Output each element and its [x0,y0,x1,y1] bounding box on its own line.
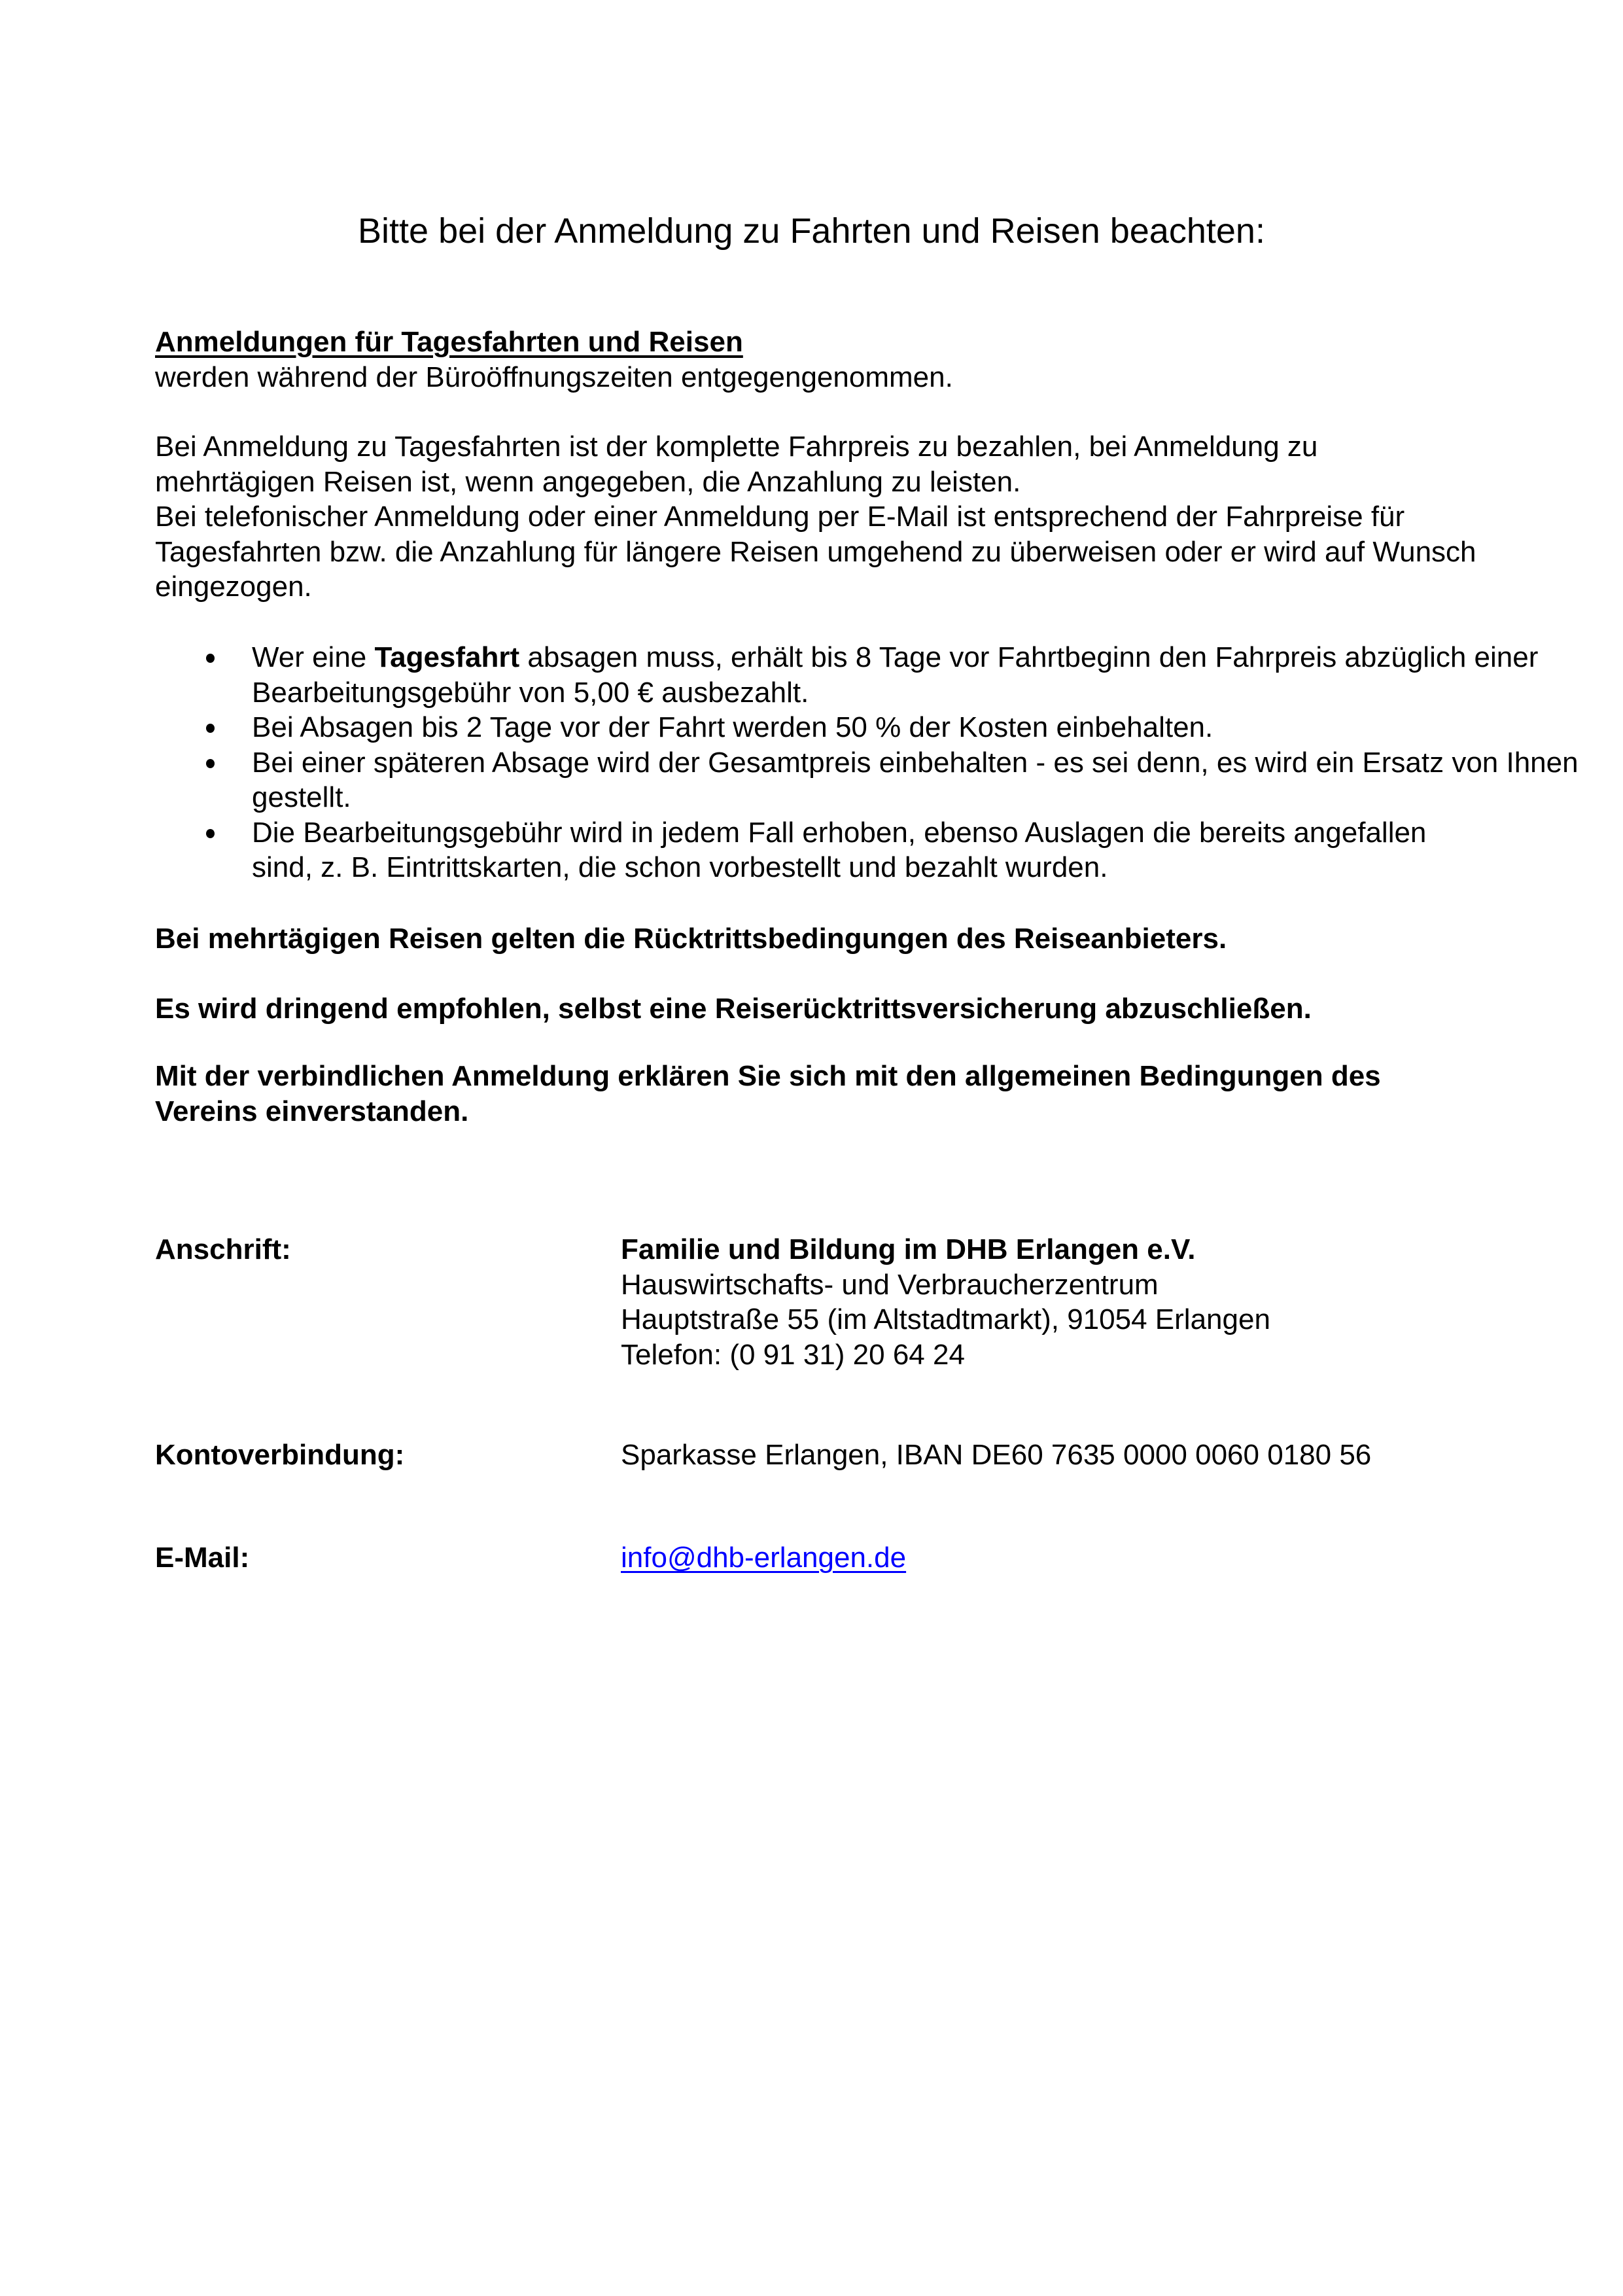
cancellation-rule [155,640,1554,710]
address-label: Anschrift: [155,1233,291,1265]
rule-text: absagen muss, erhält bis 8 Tage vor Fahrtbeginn den Fahrpreis abzüglich einer Bearbeitungsgebühr von 5,00 € ausbezahlt. [252,641,1539,709]
email-link[interactable]: info@dhb-erlangen.de [621,1542,907,1574]
cancellation-rules-list [155,640,1579,885]
address-line: Hauptstraße 55 (im Altstadtmarkt), 91054 Erlangen [621,1303,1270,1335]
rule-text: Bei einer späteren Absage wird der Gesamtpreis einbehalten - es sei denn, es wird ein Ersatz von Ihnen gestellt. [252,746,1579,813]
bullet-icon [206,759,215,768]
phone-line: Telefon: (0 91 31) 20 64 24 [621,1338,965,1371]
payment-section [155,429,1496,605]
registration-section [155,325,1503,395]
bullet-icon [206,829,215,838]
rule-emphasis: Tagesfahrt [374,641,520,673]
cancellation-rule [155,745,1586,815]
email-value [621,1540,1537,1576]
address-value [621,1232,1537,1372]
registration-subline: werden während der Büroöffnungszeiten entgegengenommen. [155,361,953,393]
organization-name: Familie und Bildung im DHB Erlangen e.V. [621,1233,1196,1265]
notice-insurance: Es wird dringend empfohlen, selbst eine Reiserücktrittsversicherung abzuschließen. [155,993,1312,1025]
rule-text: Wer eine [252,641,375,673]
address-line: Hauswirtschafts- und Verbraucherzentrum [621,1268,1159,1301]
rule-text: Die Bearbeitungsgebühr wird in jedem Fall erhoben, ebenso Auslagen die bereits angefallen sind, z. B. Eintrittskarten, die schon vorbestellt und bezahlt wurden. [252,816,1427,883]
bank-value: Sparkasse Erlangen, IBAN DE60 7635 0000 0060 0180 56 [621,1439,1372,1471]
registration-heading: Anmeldungen für Tagesfahrten und Reisen [155,326,743,358]
bullet-icon [206,654,215,663]
document-title: Bitte bei der Anmeldung zu Fahrten und Reisen beachten: [358,211,1265,251]
notice-travel-provider: Bei mehrtägigen Reisen gelten die Rücktrittsbedingungen des Reiseanbieters. [155,923,1227,955]
payment-paragraph: Bei Anmeldung zu Tagesfahrten ist der komplette Fahrpreis zu bezahlen, bei Anmeldung zu mehrtägigen Reisen ist, wenn angegeben, die Anzahlung zu leisten. [155,431,1318,498]
email-label: E-Mail: [155,1542,250,1574]
bullet-icon [206,724,215,733]
rule-text: Bei Absagen bis 2 Tage vor der Fahrt werden 50 % der Kosten einbehalten. [252,711,1213,743]
bank-label: Kontoverbindung: [155,1439,405,1471]
notice-terms-agreement: Mit der verbindlichen Anmeldung erklären Sie sich mit den allgemeinen Bedingungen des Vereins einverstanden. [155,1060,1381,1127]
cancellation-rule [155,710,1463,745]
cancellation-rule [155,815,1495,885]
payment-paragraph: Bei telefonischer Anmeldung oder einer Anmeldung per E-Mail ist entsprechend der Fahrpreise für Tagesfahrten bzw. die Anzahlung für längere Reisen umgehend zu überweisen oder er wird auf Wunsch eingezogen. [155,501,1476,603]
